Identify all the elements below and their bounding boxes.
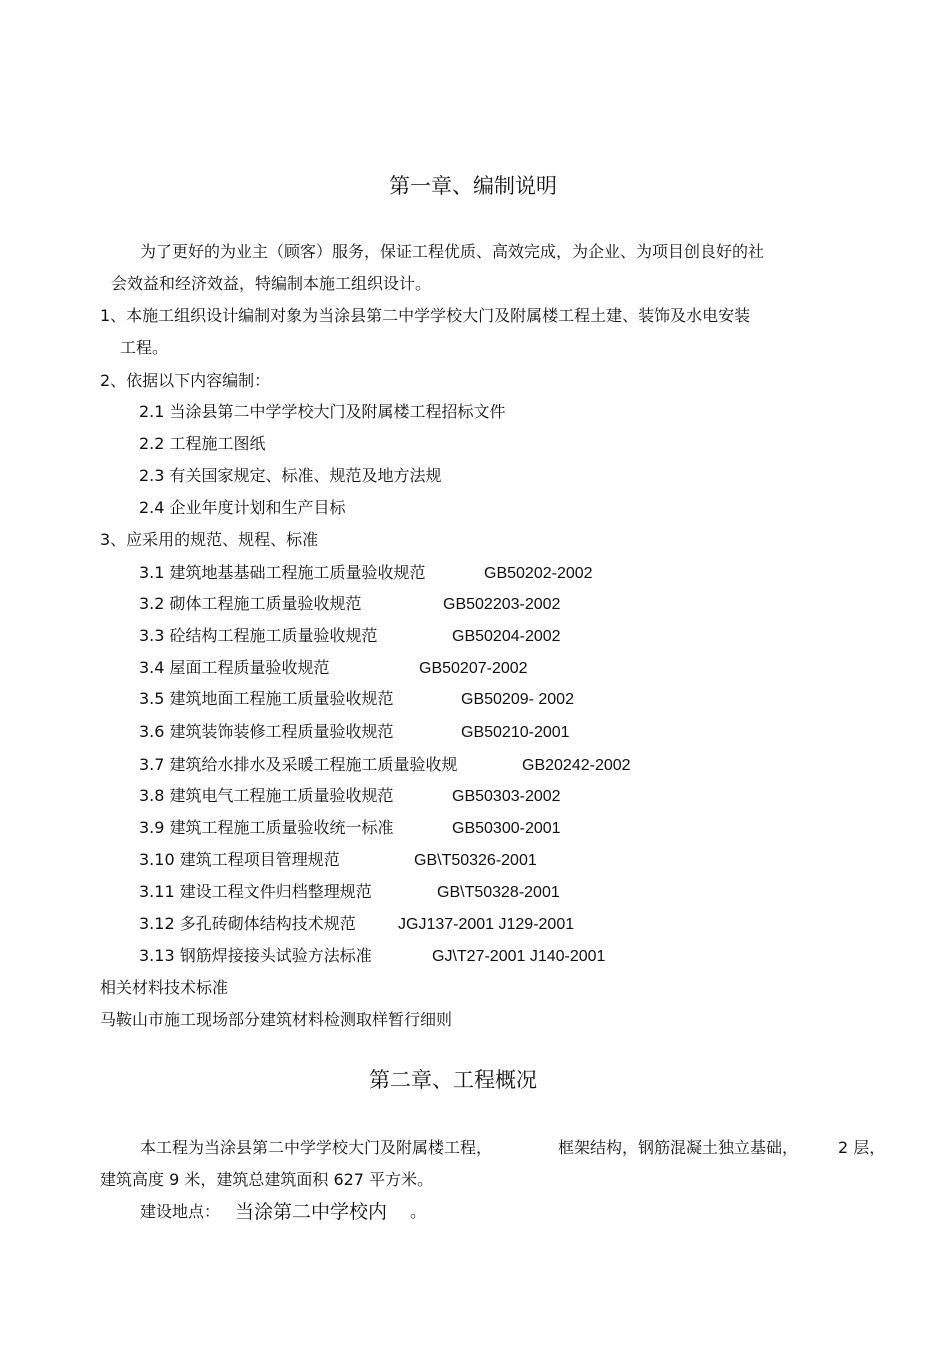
standard-code: GB50300-2001 [452,820,561,837]
intro-line-2: 会效益和经济效益，特编制本施工组织设计。 [111,274,432,293]
standard-name: 3.12 多孔砖砌体结构技术规范 [139,914,356,933]
standard-code: GB50204-2002 [452,628,561,645]
standard-name: 3.9 建筑工程施工质量验收统一标准 [139,818,394,837]
standard-code: GB50303-2002 [452,788,561,805]
item1-line-1: 1、本施工组织设计编制对象为当涂县第二中学学校大门及附属楼工程土建、装饰及水电安装 [100,306,751,325]
standard-code: GJ\T27-2001 J140-2001 [432,948,606,965]
overview-part-a: 本工程为当涂县第二中学学校大门及附属楼工程， [140,1138,493,1157]
intro-line-1: 为了更好的为业主（顾客）服务，保证工程优质、高效完成，为企业、为项目创良好的社 [140,242,765,261]
standard-name: 3.2 砌体工程施工质量验收规范 [139,594,362,613]
standard-code: GB50210-2001 [461,724,570,741]
chapter2-title: 第二章、工程概况 [369,1068,537,1092]
basis-item: 2.4 企业年度计划和生产目标 [139,498,346,517]
standard-name: 3.8 建筑电气工程施工质量验收规范 [139,786,394,805]
standard-name: 3.7 建筑给水排水及采暖工程施工质量验收规 [139,755,458,774]
standard-code: GB50202-2002 [484,565,593,582]
site-label: 建设地点： [140,1202,221,1221]
standard-name: 3.6 建筑装饰装修工程质量验收规范 [139,722,394,741]
standard-code: GB\T50326-2001 [414,852,537,869]
related-rules: 马鞍山市施工现场部分建筑材料检测取样暂行细则 [100,1010,453,1029]
standard-name: 3.11 建设工程文件归档整理规范 [139,882,372,901]
item1-line-2: 工程。 [120,338,169,357]
standard-code: GB20242-2002 [522,757,631,774]
overview-part-c: 2 层， [838,1138,886,1157]
chapter1-title: 第一章、编制说明 [389,174,557,198]
related-standards: 相关材料技术标准 [100,978,229,997]
site-value: 当涂第二中学校内 [235,1201,388,1223]
item2-title: 2、依据以下内容编制： [100,371,271,390]
standard-name: 3.1 建筑地基基础工程施工质量验收规范 [139,563,426,582]
standard-name: 3.5 建筑地面工程施工质量验收规范 [139,689,394,708]
standard-code: GB50207-2002 [419,660,528,677]
standard-code: GB50209- 2002 [461,691,574,708]
standard-code: GB502203-2002 [443,596,561,613]
overview-line-2: 建筑高度 9 米，建筑总建筑面积 627 平方米。 [100,1170,434,1189]
basis-item: 2.1 当涂县第二中学学校大门及附属楼工程招标文件 [139,402,506,421]
standard-name: 3.10 建筑工程项目管理规范 [139,850,340,869]
standard-name: 3.4 屋面工程质量验收规范 [139,658,330,677]
item3-title: 3、应采用的规范、规程、标准 [100,530,319,549]
basis-item: 2.3 有关国家规定、标准、规范及地方法规 [139,466,442,485]
standard-code: JGJ137-2001 J129-2001 [398,916,575,933]
overview-part-b: 框架结构，钢筋混凝土独立基础， [558,1138,799,1157]
site-end: 。 [410,1202,427,1221]
standard-name: 3.3 砼结构工程施工质量验收规范 [139,626,378,645]
standard-name: 3.13 钢筋焊接接头试验方法标准 [139,946,372,965]
basis-item: 2.2 工程施工图纸 [139,434,266,453]
standard-code: GB\T50328-2001 [437,884,560,901]
